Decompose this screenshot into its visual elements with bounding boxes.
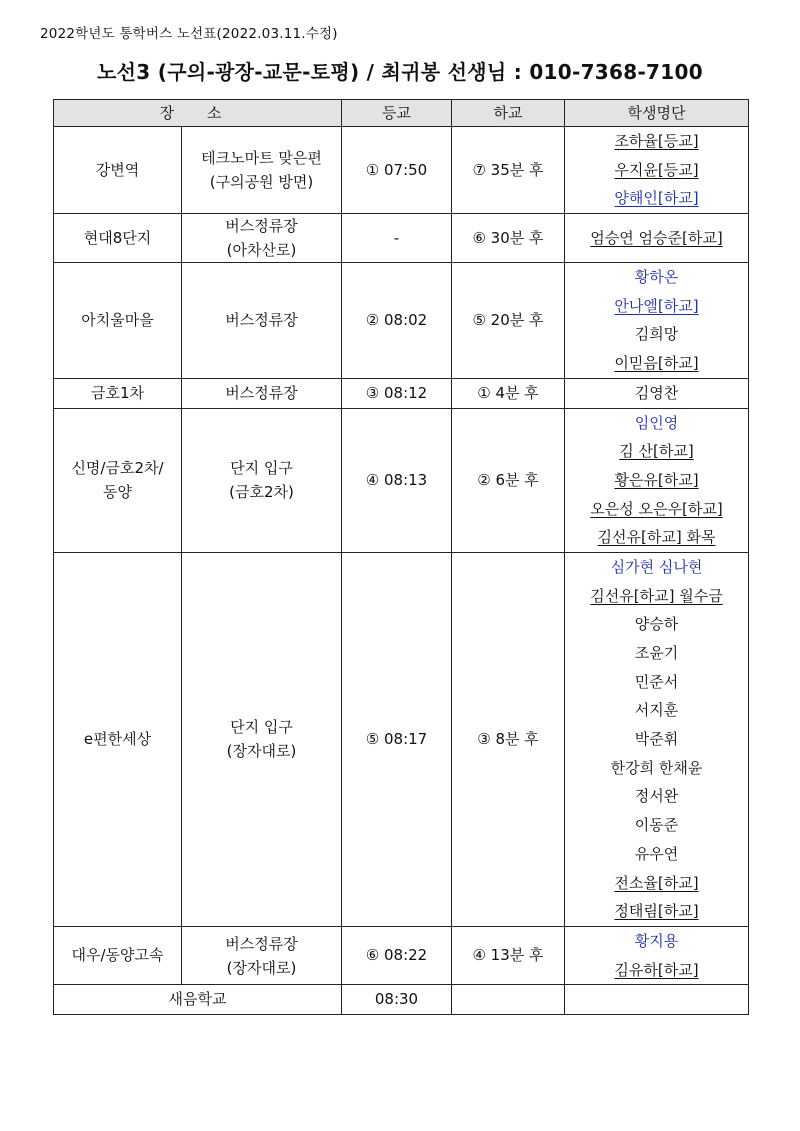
student-name: 김선유[하교] 화목 [597,528,716,547]
place-cell: e편한세상 [54,552,182,926]
stop-line: 버스정류장 [225,311,298,330]
stop-line: (장자대로) [226,742,297,761]
student-name: 양승하 [634,615,679,634]
table-row [54,263,749,379]
student-name: 한강희 한채윤 [610,758,703,777]
student-name: 김영찬 [634,383,679,402]
stop-line: (금호2차) [229,483,294,502]
stop-line: 단지 입구 [230,718,293,737]
arrive-time-cell: ④ 08:13 [342,408,452,552]
arrive-time-cell: ③ 08:12 [342,378,452,408]
student-name: 황은유[하교] [614,470,699,489]
col-header-arrive: 등교 [342,100,452,127]
students-cell [565,552,749,926]
students-cell [565,263,749,379]
place-cell: 현대8단지 [54,214,182,263]
stop-line: 버스정류장 [225,934,298,953]
stop-cell [182,408,342,552]
place-cell: 금호1차 [54,378,182,408]
table-row [54,552,749,926]
place-cell: 강변역 [54,127,182,214]
students-cell [565,408,749,552]
table-row [54,214,749,263]
col-header-place: 장 소 [54,100,342,127]
stop-line: 테크노마트 맞은편 [201,149,322,168]
depart-time-cell: ① 4분 후 [452,378,565,408]
student-name: 김선유[하교] 월수금 [590,586,723,605]
stop-line: (장자대로) [226,958,297,977]
document-header: 2022학년도 통학버스 노선표(2022.03.11.수정) [40,26,338,42]
place-cell: 아치울마을 [54,263,182,379]
col-header-students: 학생명단 [565,100,749,127]
stop-line: 버스정류장 [225,384,298,403]
depart-time-cell: ④ 13분 후 [452,926,565,984]
student-name: 조하율[등교] [614,132,699,150]
destination-school: 새음학교 [54,985,342,1015]
student-name: 서지훈 [634,701,679,720]
stop-cell [182,127,342,214]
student-name: 김희망 [634,325,679,344]
stop-line: 단지 입구 [230,459,293,478]
depart-time-cell: ③ 8분 후 [452,552,565,926]
depart-time-cell: ⑦ 35분 후 [452,127,565,214]
student-name: 심가현 심나현 [610,557,703,576]
student-name: 안나엘[하교] [614,296,699,315]
footer-empty-cell [452,985,565,1015]
table-row [54,408,749,552]
arrive-time-cell: ① 07:50 [342,127,452,214]
route-table [53,99,749,1015]
student-name: 정서완 [634,787,679,806]
route-title: 노선3 (구의-광장-교문-토평) / 최귀봉 선생님 : 010-7368-7100 [97,60,703,84]
student-name: 전소율[하교] [614,873,699,892]
table-header-row [54,100,749,127]
student-name: 오은성 오은우[하교] [590,499,723,518]
student-name: 김유하[하교] [614,960,699,979]
students-cell [565,214,749,263]
place-cell: 대우/동양고속 [54,926,182,984]
student-name: 임인영 [634,413,679,432]
depart-time-cell: ⑤ 20분 후 [452,263,565,379]
student-name: 엄승연 엄승준[하교] [590,228,723,247]
stop-cell [182,926,342,984]
arrive-time-cell: ⑥ 08:22 [342,926,452,984]
student-name: 황지용 [634,931,679,950]
stop-cell [182,214,342,263]
stop-cell [182,378,342,408]
arrive-time-cell: ⑤ 08:17 [342,552,452,926]
place-cell [54,408,182,552]
footer-empty-cell [565,985,749,1015]
footer-row [54,985,749,1015]
stop-line: 버스정류장 [225,217,298,236]
depart-time-cell: ② 6분 후 [452,408,565,552]
student-name: 우지윤[등교] [614,160,699,179]
student-name: 황하온 [634,268,679,287]
students-cell [565,378,749,408]
arrive-time-cell: ② 08:02 [342,263,452,379]
student-name: 이믿음[하교] [614,354,699,373]
table-row [54,127,749,214]
stop-line: (구의공원 방면) [209,173,314,192]
student-name: 양해인[하교] [614,189,699,208]
stop-line: (아차산로) [226,241,297,260]
table-row [54,378,749,408]
student-name: 민준서 [634,672,679,691]
col-header-depart: 하교 [452,100,565,127]
student-name: 정태림[하교] [614,902,699,921]
student-name: 김 산[하교] [619,442,694,461]
student-name: 조윤기 [634,644,679,663]
depart-time-cell: ⑥ 30분 후 [452,214,565,263]
final-arrive-time: 08:30 [342,985,452,1015]
student-name: 이동준 [634,816,679,835]
arrive-time-cell: - [342,214,452,263]
student-name: 유우연 [634,844,679,863]
place-line: 동양 [103,483,132,502]
stop-cell [182,552,342,926]
route-body [54,127,749,985]
student-name: 박준휘 [634,730,679,749]
stop-cell [182,263,342,379]
students-cell [565,127,749,214]
place-line: 신명/금호2차/ [71,459,164,478]
table-row [54,926,749,984]
students-cell [565,926,749,984]
